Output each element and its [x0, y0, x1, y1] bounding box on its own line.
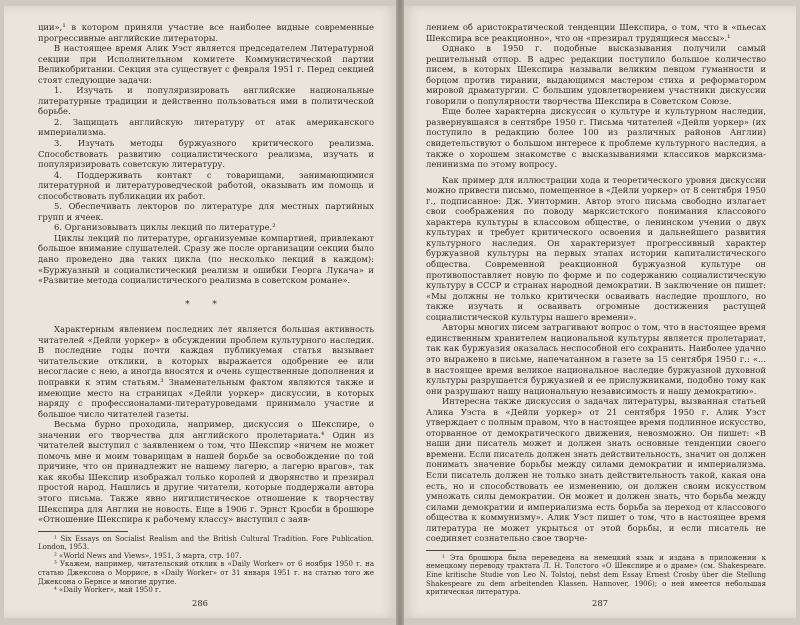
footnote-rule [38, 531, 128, 532]
footnote: ⁴ «Daily Worker», май 1950 г. [54, 586, 161, 595]
paragraph: Как пример для иллюстрации хода и теоретического уровня дискуссии можно привести письмо, помещенное в «Дейли уоркер» от 8 сентября 1950 г., подписанное: Дж. Уинтормин. Автор этого письма свободно излагает свои соображения по поводу марксистского понимания классового характера культуры в классовом обществе, о ленинском учении о двух культурах и требует критического освоения и дальнейшего развития культурного наследия. Он характеризует прогрессивный характер буржуазной культуры на первых этапах истории капиталистического общества. Современной реакционной буржуазной культуре он противопоставляет новую по форме и по содержанию социалистическую культуру в СССР и странах народной демократии. В заключение он пишет: «Мы должны не только критически осваивать наследие прошлого, но также изучать и осваивать огромные достижения растущей социалистической культуры нашего времени». [426, 174, 766, 322]
list-item: 6. Организовывать циклы лекций по литературе.² [54, 222, 276, 233]
footnote-rule [426, 550, 516, 551]
footnote: ¹ Эта брошюра была переведена на немецкий язык и издана в приложении к немецкому переводу трактата Л. Н. Толстого «О Шекспире и о драме» (см. Shakespeare. Eine kritische Studie von Leo N. Tolstoj, nebst dem Essay Ernest Crosby über die Stellung Shakespeare zu dem arbeitenden Klassen. Hannover, 1906); о ней имеется небольшая критическая литература. [426, 553, 766, 597]
list-item: 2. Защищать английскую литературу от атак американского империализма. [38, 116, 374, 138]
paragraph: Авторы многих писем затрагивают вопрос о том, что в настоящее время единственным хранителем национальной культуры является пролетариат, так как буржуазия оказалась неспособной его сохранить. Наиболее удачно это выражено в письме, напечатанном в газете за 15 сентября 1950 г.: «... в настоящее время великое национальное наследие буржуазной духовной культуры разрушается буржуазией и ее прислужниками, подобно тому как они разрушают нашу национальную независимость и нашу демократию». [426, 322, 766, 396]
right-page [404, 6, 796, 618]
paragraph: Однако в 1950 г. подобные высказывания получили самый решительный отпор. В адрес редакции поступило большое количество писем, в которых Шекспира называли великим певцом гуманности и борцом против тирании, выдающимся мастером стиха и реформатором мировой драматургии. С большим удовлетворением участники дискуссии говорили о популярности творчества Шекспира в Советском Союзе. [426, 43, 766, 106]
list-item: 3. Изучать методы буржуазного критического реализма. Способствовать развитию социалистического реализма, изучать и популяризировать советскую литературу. [38, 138, 374, 170]
list-item: 1. Изучать и популяризировать английские национальные литературные традиции и действенно пользоваться ими в политической борьбе. [38, 85, 374, 117]
page-number: 287 [592, 598, 608, 608]
paragraph: Циклы лекций по литературе, организуемые компартией, привлекают большое внимание слушателей. Сразу же после организации секции было дано проведено два таких цикла (по несколько лекций в каждом): «Буржуазный и социалистический реализм и ошибки Георга Лукача» и «Развитие метода социалистического реализма в советском романе». [38, 232, 374, 286]
right-page-text [426, 22, 766, 597]
page-number: 286 [192, 598, 208, 608]
book-gutter [396, 0, 404, 625]
section-divider-stars: * * [185, 299, 227, 310]
list-item: 4. Поддерживать контакт с товарищами, занимающимися литературной и литературоведческой работой, оказывать им помощь и способствовать публикации их работ. [38, 169, 374, 201]
paragraph: лением об аристократической тенденции Шекспира, о том, что в «пьесах Шекспира все реакционно», что он «презирал трудящиеся массы».¹ [426, 22, 766, 43]
paragraph: ции»,¹ в котором приняли участие все наиболее видные современные прогрессивные английские литераторы. [38, 22, 374, 43]
footnote: ³ Укажем, например, читательский отклик в «Daily Worker» от 6 ноября 1950 г. на статью Джексона о Моррисе, в «Daily Worker» от 31 января 1951 г. на статью того же Джексона о Бернсе и многие другие. [38, 560, 374, 586]
footnote: ² «World News and Views», 1951, 3 марта, стр. 107. [54, 551, 242, 560]
paragraph: Интересна также дискуссия о задачах литературы, вызванная статьей Алика Уэста в «Дейли уоркер» от 21 сентября 1950 г. Алик Уэст утверждает с полным правом, что в настоящее время подлинное искусство, оторванное от демократического движения, невозможно. Он пишет: «В наши дни писатель может и должен знать основные тенденции своего времени. Если писатель должен знать действительность, значит он должен понимать значение борьбы между силами демократии и империализма. Если писатель должен не только знать действительность такой, какая она есть, но и способствовать ее изменению, он должен своим искусством умножать силы демократии. Он может и должен знать, что борьба между силами демократии и империализма есть борьба за переход от классового общества к коммунизму». Алик Уэст пишет о том, что в настоящее время литература не может укрыться от этой борьбы, и если писатель не соединяет сознательно свое творче- [426, 396, 766, 544]
left-page-text [38, 22, 374, 595]
paragraph: Характерным явлением последних лет является большая активность читателей «Дейли уоркер» в обсуждении проблем культурного наследия. В последние годы почти каждая публикуемая статья вызывает читательские отклики, в которых выражается одобрение ее или несогласие с нею, а иногда вносятся и очень существенные дополнения и поправки к этим статьям.³ Знаменательным фактом являются также и имеющие место на страницах «Дейли уоркер» дискуссии, в которых наряду с профессионалами-литературоведами принимало участие и большое число читателей газеты. [38, 324, 374, 419]
footnote: ¹ Six Essays on Socialist Realism and the British Cultural Tradition. Fore Publication. London, 1953. [38, 534, 374, 552]
paragraph: В настоящее время Алик Уэст является председателем Литературной секции при Исполнительном комитете Коммунистической партии Великобритании. Секция эта существует с февраля 1951 г. Перед секцией стоят следующие задачи: [38, 43, 374, 85]
list-item: 5. Обеспечивать лекторов по литературе для местных партийных групп и ячеек. [38, 201, 374, 222]
paragraph: Весьма бурно проходила, например, дискуссия о Шекспире, о значении его творчества для английского пролетариата.⁴ Один из читателей выступил с заявлением о том, что Шекспир «ничем не может помочь мне и моим товарищам в нашей борьбе за освобождение по той причине, что он принадлежит не нашему лагерю, а лагерю врагов», так как якобы Шекспир изображал только королей и дворянство и презирал простой народ. Нашлись и другие читатели, которые поддержали автора этого письма. Также явно нигилистическое отношение к творчеству Шекспира для Англии не новость. Еще в 1906 г. Эрнст Кросби в брошюре «Отношение Шекспира к рабочему классу» выступил с заяв- [38, 419, 374, 525]
paragraph: Еще более характерна дискуссия о культуре и культурном наследии, развернувшаяся в сентябре 1950 г. Письма читателей «Дейли уоркер» (их поступило в редакцию более 100 из различных районов Англии) свидетельствуют о большом интересе к проблеме культурного наследия, а также о хорошем знакомстве с высказываниями классиков марксизма-ленинизма по этому вопросу. [426, 106, 766, 170]
left-page [4, 6, 396, 618]
